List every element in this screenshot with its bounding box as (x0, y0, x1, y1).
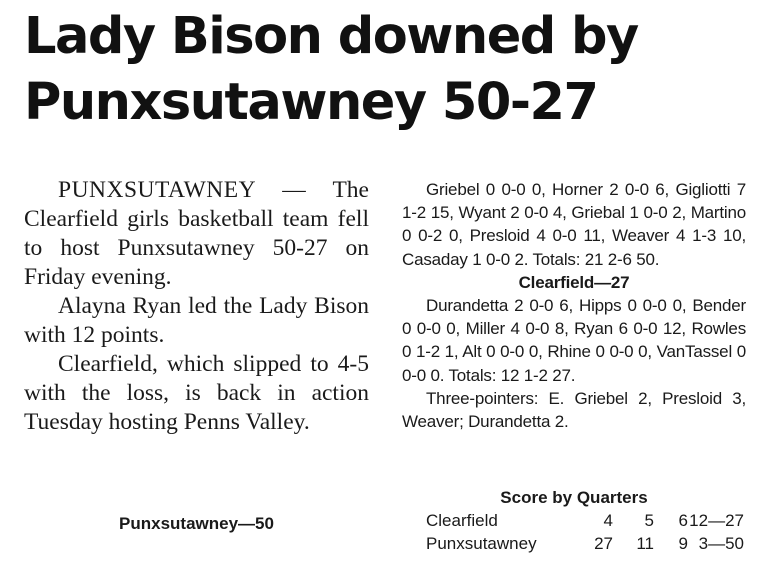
punxsutawney-box-heading: Punxsutawney—50 (119, 514, 274, 533)
story-column (24, 176, 369, 437)
headline (24, 4, 744, 136)
three-pointers: Three-pointers: E. Griebel 2, Presloid 3, Weaver; Durandetta 2. (402, 388, 746, 432)
quarter-3-score: 9 (678, 534, 688, 553)
dateline: PUNXSUTAWNEY — (58, 177, 307, 203)
quarters-title: Score by Quarters (500, 488, 648, 507)
clearfield-players: Durandetta 2 0-0 6, Hipps 0 0-0 0, Bender 0 0-0 0, Miller 4 0-0 8, Ryan 6 0-0 12, Rowles 0 1-2 1, Alt 0 0-0 0, Rhine 0 0-0 0, VanTassel 0 0-0 0. Totals: 12 1-2 27. (402, 296, 746, 385)
headline-line-1: Lady Bison downed by (24, 7, 638, 66)
quarter-3-score: 6 (678, 511, 688, 530)
story-paragraph-1 (24, 176, 369, 292)
quarter-4-final-score: 3—50 (698, 534, 744, 553)
quarter-1-score: 27 (594, 534, 613, 553)
quarter-1-score: 4 (603, 511, 613, 530)
quarters-row-punxsutawney (402, 532, 746, 555)
quarter-4-final-score: 12—27 (689, 511, 744, 530)
quarter-2-score: 5 (644, 511, 654, 530)
story-paragraph-3: Clearfield, which slipped to 4-5 with the loss, is back in action Tuesday hosting Penns Valley. (24, 351, 369, 435)
story-paragraph-1-text: The Clearfield girls basketball team fell to host Punxsutawney 50-27 on Friday evening. (24, 177, 369, 290)
quarter-2-score: 11 (636, 534, 654, 553)
quarters-team: Clearfield (426, 511, 498, 530)
story-paragraph-2: Alayna Ryan led the Lady Bison with 12 points. (24, 293, 369, 348)
box-score-column (402, 178, 746, 433)
quarters-team: Punxsutawney (426, 534, 537, 553)
punxsutawney-players: Griebel 0 0-0 0, Horner 2 0-0 6, Gigliotti 7 1-2 15, Wyant 2 0-0 4, Griebal 1 0-0 2, Martino 0 0-2 0, Presloid 4 0-0 11, Weaver 4 1-3 10, Casaday 1 0-0 2. Totals: 21 2-6 50. (402, 180, 746, 269)
score-by-quarters (402, 486, 746, 555)
clearfield-box-heading: Clearfield—27 (518, 272, 630, 292)
quarters-row-clearfield (402, 509, 746, 532)
headline-line-2: Punxsutawney 50-27 (24, 73, 598, 132)
